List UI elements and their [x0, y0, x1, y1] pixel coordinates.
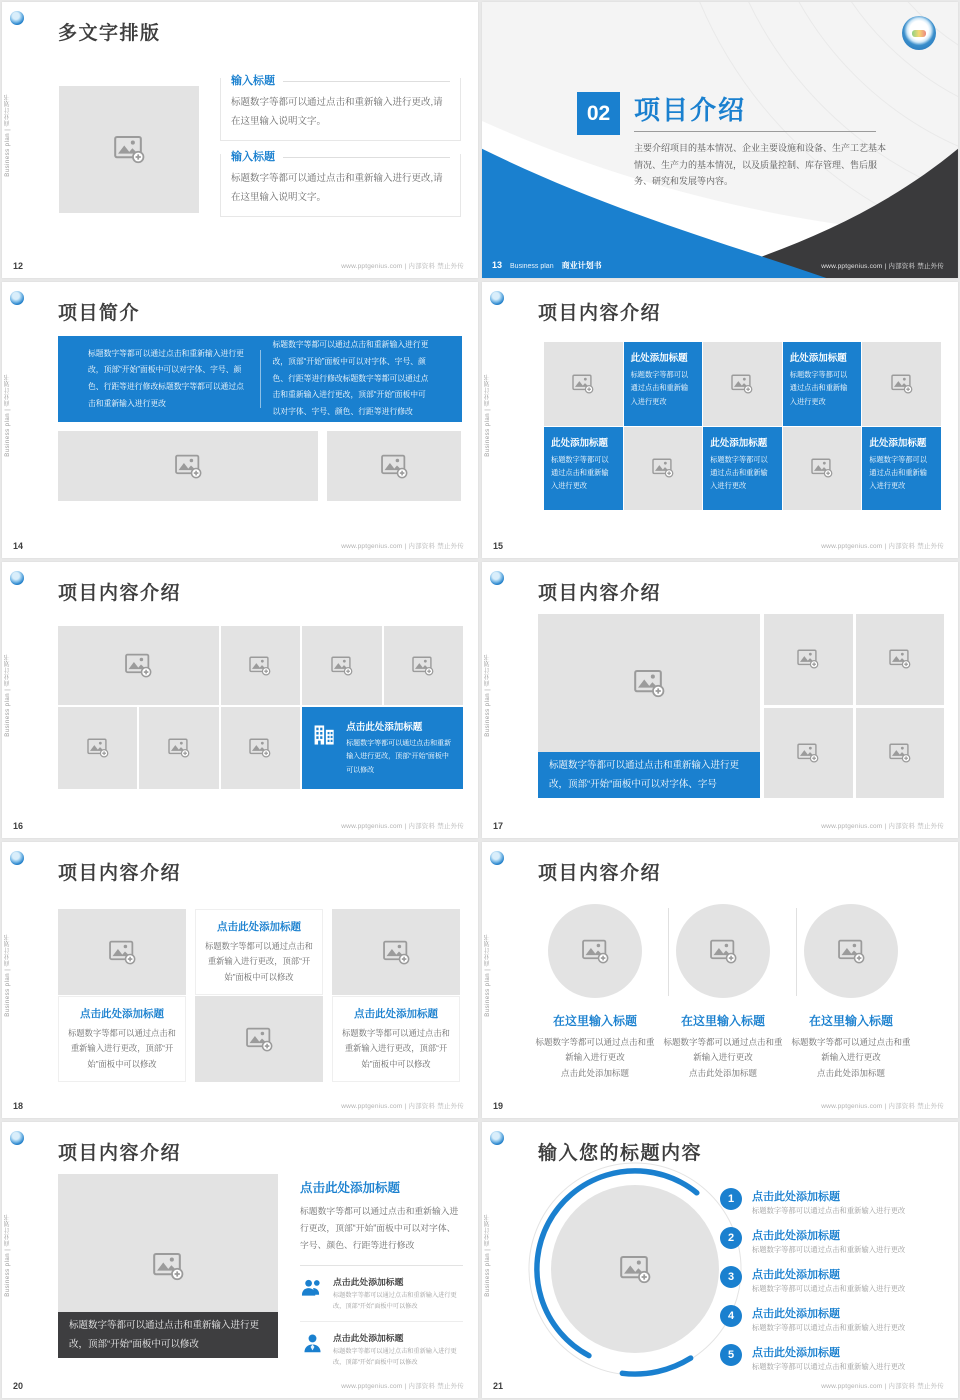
feature-body: [660, 1035, 786, 1081]
feature-body-line2: 点击此处添加标题: [688, 1067, 757, 1078]
caption-card: [302, 707, 463, 789]
list-item: [300, 1266, 463, 1321]
slide-21: [482, 1122, 958, 1398]
circle-feature: [532, 904, 658, 1081]
photo-grid: [58, 626, 463, 789]
column-body: 标题数字等都可以通过点击和重新输入进行更改，顶部“开始”面板中可以对字体、字号、颜色、行距等进行修改: [300, 1206, 459, 1251]
numbered-list: [720, 1188, 942, 1383]
slide-20: [2, 1122, 478, 1398]
section-number: 02: [577, 92, 620, 135]
image-placeholder: [384, 626, 463, 705]
page-number: 17: [493, 821, 504, 831]
user-icon: [300, 1333, 325, 1354]
tile-body: 标题数字等都可以通过点击和重新输入进行更改: [710, 454, 768, 491]
slide-title: 项目简介: [58, 303, 141, 324]
column-title: 点击此处添加标题: [300, 1181, 401, 1195]
item-body: 标题数字等都可以通过点击和重新输入进行更改: [752, 1284, 906, 1293]
image-placeholder: [221, 626, 300, 705]
number-badge: 3: [720, 1266, 742, 1288]
title-tile: [624, 342, 703, 426]
image-placeholder: [58, 431, 318, 501]
section-body: 主要介绍项目的基本情况、企业主要设施和设备、生产工艺基本情况、生产力的基本情况，以及质量控制、库存管理、售后服务、研究和发展等内容。: [634, 143, 887, 187]
item-title: 点击此处添加标题: [752, 1191, 840, 1203]
card-title: 点击此处添加标题: [80, 1008, 164, 1021]
slide-title: 项目内容介绍: [538, 863, 662, 884]
image-placeholder: [783, 427, 862, 511]
feature-body-line1: 标题数字等都可以通过点击和重新输入进行更改: [535, 1037, 655, 1063]
image-add-icon: [710, 939, 737, 964]
caption-bar: 标题数字等都可以通过点击和重新输入进行更改，顶部“开始”面板中可以修改: [58, 1312, 278, 1358]
item-title: 点击此处添加标题: [333, 1277, 404, 1288]
brand-emblem-icon: [490, 851, 504, 865]
side-label: Business plan | 商业计划书: [485, 654, 491, 737]
cell-slide-21: [480, 1120, 960, 1400]
image-add-icon: [168, 738, 190, 758]
page-number: 16: [13, 821, 24, 831]
image-placeholder: [221, 707, 300, 789]
block-body: 标题数字等都可以通过点击和重新输入进行更改,请在这里输入说明文字。: [231, 173, 443, 203]
image-placeholder: [195, 996, 323, 1082]
footer-note: www.pptgenius.com | 内部资料 禁止外传: [821, 823, 944, 830]
numbered-item: [720, 1305, 942, 1333]
image-add-icon: [383, 940, 410, 965]
image-add-icon: [125, 653, 152, 678]
image-placeholder: [804, 904, 898, 998]
image-placeholder: [59, 86, 199, 213]
feature-body-line2: 点击此处添加标题: [560, 1067, 629, 1078]
image-placeholder: [551, 1185, 719, 1353]
cell-slide-19: [480, 840, 960, 1120]
slide-title: 项目内容介绍: [538, 303, 662, 324]
image-add-icon: [153, 1252, 184, 1281]
side-label: Business plan | 商业计划书: [485, 934, 491, 1017]
checkerboard-grid: [544, 342, 941, 510]
title-tile: [862, 427, 941, 511]
tile-body: 标题数字等都可以通过点击和重新输入进行更改: [551, 454, 609, 491]
page-number: 15: [493, 541, 504, 551]
image-placeholder: [548, 904, 642, 998]
slide-title: 多文字排版: [58, 23, 161, 44]
numbered-item: [720, 1227, 942, 1255]
brand-emblem-icon: [490, 571, 504, 585]
numbered-item: [720, 1266, 942, 1294]
text-block: [220, 151, 461, 217]
card-body: 标题数字等都可以通过点击和重新输入进行更改，顶部“开始”面板中可以修改: [205, 941, 313, 982]
tile-title: 此处添加标题: [551, 437, 609, 449]
text-card: [195, 909, 323, 995]
slide-18: [2, 842, 478, 1118]
slide-title: 项目内容介绍: [58, 583, 182, 604]
title-tile: [544, 427, 623, 511]
card-body: 标题数字等都可以通过点击和重新输入进行更改，顶部“开始”面板中可以修改: [346, 740, 452, 774]
image-add-icon: [731, 374, 753, 394]
tile-title: 此处添加标题: [630, 353, 688, 364]
image-add-icon: [889, 649, 911, 669]
number-badge: 5: [720, 1344, 742, 1366]
footer-note: www.pptgenius.com | 内部资料 禁止外传: [341, 1103, 464, 1110]
page-number: 14: [13, 541, 24, 551]
image-placeholder: [139, 707, 218, 789]
item-body: 标题数字等都可以通过点击和重新输入进行更改: [752, 1206, 906, 1215]
image-add-icon: [249, 656, 271, 676]
slide-17: [482, 562, 958, 838]
cell-slide-12: [0, 0, 480, 280]
footer-brand: Business plan: [510, 263, 554, 270]
brand-emblem-icon: [490, 1131, 504, 1145]
image-add-icon: [331, 656, 353, 676]
brand-emblem-icon: [902, 16, 936, 50]
item-title: 点击此处添加标题: [752, 1308, 840, 1320]
card-title: 点击此处添加标题: [354, 1008, 438, 1021]
slide-14: [2, 282, 478, 558]
page-number: 21: [493, 1381, 504, 1391]
card-body: 标题数字等都可以通过点击和重新输入进行更改，顶部“开始”面板中可以修改: [342, 1028, 450, 1069]
section-title: 项目介绍: [634, 95, 747, 125]
image-add-icon: [175, 454, 202, 479]
right-column: [300, 1178, 463, 1378]
footer-note: www.pptgenius.com | 内部资料 禁止外传: [821, 1103, 944, 1110]
side-label: Business plan | 商业计划书: [5, 94, 11, 177]
page-number: 20: [13, 1381, 24, 1391]
building-icon: [312, 723, 338, 747]
image-add-icon: [87, 738, 109, 758]
brand-emblem-icon: [10, 851, 24, 865]
image-add-icon: [797, 743, 819, 763]
image-placeholder: [302, 626, 381, 705]
item-title: 点击此处添加标题: [333, 1333, 404, 1344]
image-add-icon: [891, 374, 913, 394]
image-add-icon: [114, 135, 145, 164]
number-badge: 1: [720, 1188, 742, 1210]
image-add-icon: [582, 939, 609, 964]
footer-note: www.pptgenius.com | 内部资料 禁止外传: [821, 1383, 944, 1390]
page-number: 12: [13, 261, 24, 271]
image-add-icon: [246, 1027, 273, 1052]
image-placeholder: [58, 707, 137, 789]
slide-12: [2, 2, 478, 278]
slide-title: 项目内容介绍: [538, 583, 662, 604]
blue-text-banner: [58, 336, 462, 422]
caption-bar: 标题数字等都可以通过点击和重新输入进行更改，顶部“开始”面板中可以对字体、字号: [538, 752, 760, 798]
title-rule: [283, 157, 450, 158]
image-add-icon: [889, 743, 911, 763]
feature-body-line1: 标题数字等都可以通过点击和重新输入进行更改: [663, 1037, 783, 1063]
item-body: 标题数字等都可以通过点击和重新输入进行更改，顶部“开始”面板中可以修改: [333, 1292, 457, 1310]
image-add-icon: [412, 656, 434, 676]
image-add-icon: [572, 374, 594, 394]
side-label: Business plan | 商业计划书: [485, 374, 491, 457]
feature-title: 在这里输入标题: [552, 1014, 637, 1028]
list-item: [300, 1321, 463, 1377]
image-add-icon: [381, 454, 408, 479]
cell-slide-17: [480, 560, 960, 840]
slide-title: 输入您的标题内容: [538, 1143, 703, 1164]
brand-emblem-icon: [490, 291, 504, 305]
footer-note: www.pptgenius.com | 内部资料 禁止外传: [341, 543, 464, 550]
slide-footer: [492, 260, 602, 271]
section-title-rule: [634, 131, 876, 132]
page-number: 19: [493, 1101, 504, 1111]
title-tile: [783, 342, 862, 426]
image-placeholder: [624, 427, 703, 511]
number-badge: 4: [720, 1305, 742, 1327]
side-label: Business plan | 商业计划书: [485, 1214, 491, 1297]
card-title: 点击此处添加标题: [217, 921, 301, 933]
brand-emblem-icon: [10, 11, 24, 25]
slide-13: [482, 2, 958, 278]
feature-title: 在这里输入标题: [680, 1014, 765, 1028]
feature-body-line2: 点击此处添加标题: [816, 1067, 885, 1078]
image-add-icon: [797, 649, 819, 669]
alternating-grid: [58, 909, 460, 1071]
cell-slide-20: [0, 1120, 480, 1400]
tile-body: 标题数字等都可以通过点击和重新输入进行更改: [869, 454, 927, 491]
text-card: [332, 996, 460, 1082]
image-placeholder: [58, 626, 219, 705]
page-number: 13: [492, 260, 503, 270]
cell-slide-18: [0, 840, 480, 1120]
card-body: 标题数字等都可以通过点击和重新输入进行更改，顶部“开始”面板中可以修改: [68, 1028, 176, 1069]
footer-note: www.pptgenius.com | 内部资料 禁止外传: [821, 543, 944, 550]
side-label: Business plan | 商业计划书: [5, 654, 11, 737]
image-add-icon: [838, 939, 865, 964]
image-placeholder: [856, 708, 945, 799]
page-number: 18: [13, 1101, 24, 1111]
side-label: Business plan | 商业计划书: [5, 934, 11, 1017]
circle-feature: [660, 904, 786, 1081]
item-body: 标题数字等都可以通过点击和重新输入进行更改: [752, 1362, 906, 1371]
item-body: 标题数字等都可以通过点击和重新输入进行更改: [752, 1323, 906, 1332]
slide-title: 项目内容介绍: [58, 1143, 182, 1164]
image-placeholder: [544, 342, 623, 426]
slide-16: [2, 562, 478, 838]
image-add-icon: [249, 738, 271, 758]
feature-body: [788, 1035, 914, 1081]
feature-body-line1: 标题数字等都可以通过点击和重新输入进行更改: [791, 1037, 911, 1063]
footer-book: 商业计划书: [561, 261, 602, 270]
side-label: Business plan | 商业计划书: [5, 1214, 11, 1297]
image-placeholder: [676, 904, 770, 998]
card-title: 点击此处添加标题: [346, 722, 423, 734]
tile-title: 此处添加标题: [710, 437, 768, 449]
image-add-icon: [634, 669, 665, 698]
banner-right-text: 标题数字等都可以通过点击和重新输入进行更改，顶部“开始”面板中可以对字体、字号、颜色、行距等进行修改标题数字等都可以通过点击和重新输入进行更改，顶部“开始”面板中可以对字体、字号、颜色、行距等进行修改: [272, 340, 429, 417]
text-card: [58, 996, 186, 1082]
footer-note: www.pptgenius.com | 内部资料 禁止外传: [821, 263, 944, 270]
slide-19: [482, 842, 958, 1118]
numbered-item: [720, 1188, 942, 1216]
circle-feature: [788, 904, 914, 1081]
title-rule: [283, 81, 450, 82]
tile-title: 此处添加标题: [789, 353, 847, 364]
footer-note: www.pptgenius.com | 内部资料 禁止外传: [341, 823, 464, 830]
circle-graphic: [526, 1160, 744, 1378]
image-add-icon: [620, 1255, 651, 1284]
image-placeholder: [327, 431, 461, 501]
block-body: 标题数字等都可以通过点击和重新输入进行更改,请在这里输入说明文字。: [231, 97, 443, 127]
number-badge: 2: [720, 1227, 742, 1249]
side-label: Business plan | 商业计划书: [5, 374, 11, 457]
image-placeholder: [58, 909, 186, 995]
brand-emblem-icon: [10, 571, 24, 585]
text-block: [220, 75, 461, 141]
brand-emblem-icon: [10, 1131, 24, 1145]
title-tile: [703, 427, 782, 511]
slide-title: 项目内容介绍: [58, 863, 182, 884]
image-placeholder: [862, 342, 941, 426]
numbered-item: [720, 1344, 942, 1372]
footer-note: www.pptgenius.com | 内部资料 禁止外传: [341, 263, 464, 270]
banner-left-text: 标题数字等都可以通过点击和重新输入进行更改，顶部“开始”面板中可以对字体、字号、颜色、行距等进行修改标题数字等都可以通过点击和重新输入进行更改: [88, 348, 244, 408]
item-body: 标题数字等都可以通过点击和重新输入进行更改，顶部“开始”面板中可以修改: [333, 1348, 457, 1367]
image-placeholder: [538, 614, 760, 752]
item-title: 点击此处添加标题: [752, 1230, 840, 1242]
block-title: 输入标题: [231, 151, 275, 163]
cell-slide-15: [480, 280, 960, 560]
cell-slide-16: [0, 560, 480, 840]
feature-title: 在这里输入标题: [808, 1014, 893, 1028]
item-title: 点击此处添加标题: [752, 1269, 840, 1281]
slide-15: [482, 282, 958, 558]
image-add-icon: [109, 940, 136, 965]
image-placeholder: [856, 614, 945, 705]
photo-grid: [764, 614, 944, 798]
cell-slide-13: [480, 0, 960, 280]
feature-body: [532, 1035, 658, 1081]
image-add-icon: [652, 458, 674, 478]
tile-title: 此处添加标题: [869, 437, 927, 449]
brand-emblem-icon: [10, 291, 24, 305]
image-placeholder: [332, 909, 460, 995]
item-body: 标题数字等都可以通过点击和重新输入进行更改: [752, 1245, 906, 1254]
cell-slide-14: [0, 280, 480, 560]
item-title: 点击此处添加标题: [752, 1347, 840, 1359]
block-title: 输入标题: [231, 75, 275, 87]
image-placeholder: [764, 614, 853, 705]
users-icon: [300, 1277, 325, 1298]
image-placeholder: [703, 342, 782, 426]
footer-note: www.pptgenius.com | 内部资料 禁止外传: [341, 1383, 464, 1390]
tile-body: 标题数字等都可以通过点击和重新输入进行更改: [789, 370, 848, 406]
image-add-icon: [811, 458, 833, 478]
tile-body: 标题数字等都可以通过点击和重新输入进行更改: [630, 370, 689, 406]
image-placeholder: [764, 708, 853, 799]
